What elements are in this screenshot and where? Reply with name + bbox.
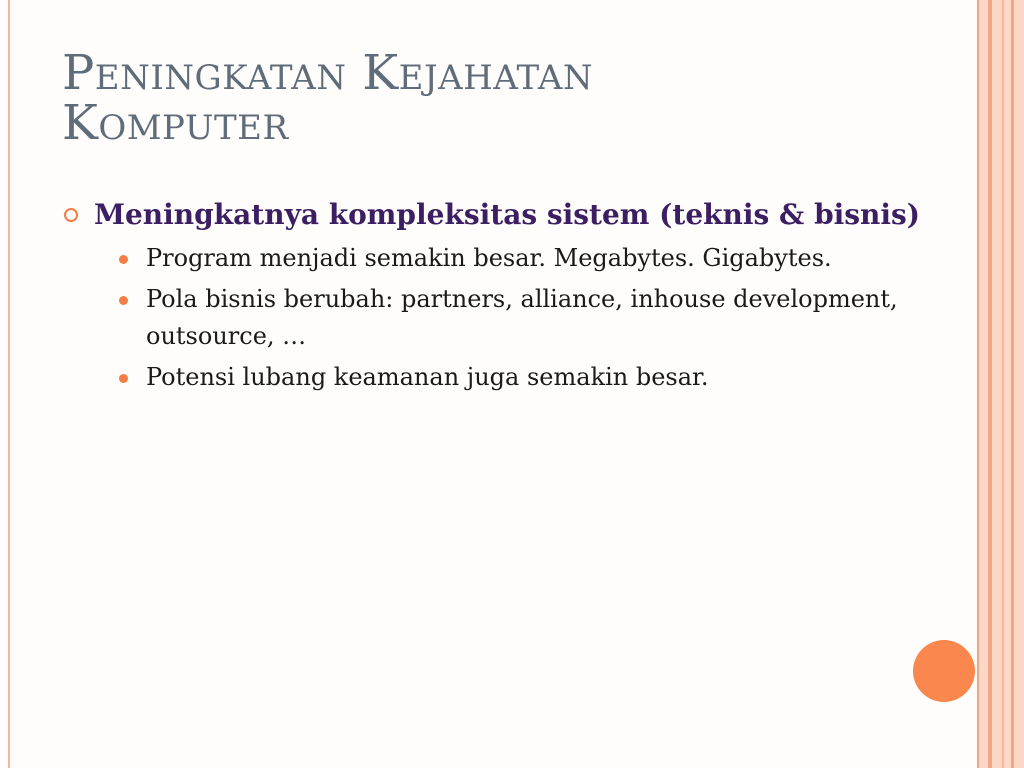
border-stripe (1011, 0, 1014, 768)
bullet-level-1 (62, 196, 932, 234)
left-border-line (8, 0, 10, 768)
slide-body (62, 196, 932, 400)
right-border-stripes (977, 0, 1024, 768)
dot-bullet-icon (119, 296, 128, 305)
ring-bullet-icon (64, 208, 78, 222)
bullet-level-2 (62, 281, 932, 355)
title-line-1: Peningkatan Kejahatan (62, 45, 594, 101)
bullet-level-2-text: Potensi lubang keamanan juga semakin besar. (146, 363, 709, 391)
orange-circle-decoration (913, 640, 975, 702)
bullet-level-2-text: Pola bisnis berubah: partners, alliance, inhouse development, outsource, … (146, 285, 898, 350)
border-stripe (1002, 0, 1004, 768)
border-stripe (977, 0, 979, 768)
title-line-2: Komputer (62, 95, 289, 151)
bullet-level-2 (62, 359, 932, 396)
dot-bullet-icon (119, 374, 128, 383)
dot-bullet-icon (119, 255, 128, 264)
slide-title (62, 45, 922, 151)
bullet-level-2-text: Program menjadi semakin besar. Megabytes. Gigabytes. (146, 244, 832, 272)
bullet-level-1-text: Meningkatnya kompleksitas sistem (teknis & bisnis) (94, 198, 921, 231)
bullet-level-2 (62, 240, 932, 277)
border-stripe (988, 0, 992, 768)
